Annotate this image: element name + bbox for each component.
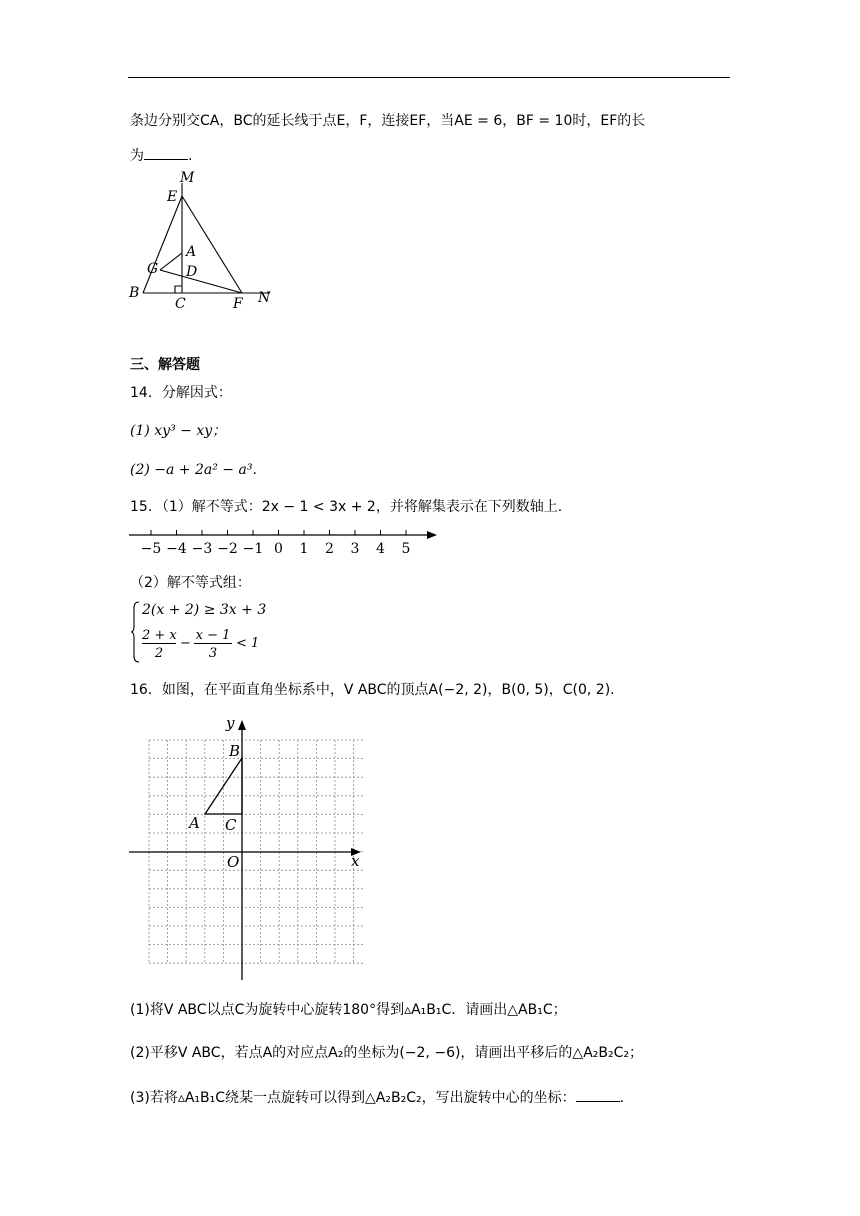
figure-q13 bbox=[125, 168, 285, 318]
number-line-label: −4 bbox=[166, 541, 187, 557]
fig13-label-c: C bbox=[175, 296, 186, 312]
fig13-line-be bbox=[143, 196, 182, 293]
fig13-label-n: N bbox=[258, 290, 271, 306]
point-c-label: C bbox=[225, 816, 237, 834]
number-line-label: 0 bbox=[274, 541, 283, 557]
q16-part3-suffix: . bbox=[619, 1090, 625, 1106]
number-line-label: 1 bbox=[299, 541, 309, 557]
number-line-label: −5 bbox=[140, 541, 162, 557]
number-line-label: 5 bbox=[401, 541, 411, 557]
origin-label: O bbox=[227, 853, 240, 871]
fig13-label-m: M bbox=[180, 170, 195, 186]
number-line-label: 2 bbox=[325, 541, 334, 557]
number-line-label: −2 bbox=[217, 541, 238, 557]
answer-blank bbox=[576, 1087, 620, 1102]
point-b-label: B bbox=[229, 742, 241, 760]
number-line-label: −3 bbox=[191, 541, 213, 557]
number-line-label: −1 bbox=[242, 541, 264, 557]
q15-stem: 15．（1）解不等式：2x − 1 < 3x + 2，并将解集表示在下列数轴上. bbox=[130, 499, 563, 515]
frac2-num: x − 1 bbox=[195, 628, 231, 643]
y-axis-arrow bbox=[238, 720, 246, 730]
q13-line2-suffix: . bbox=[188, 148, 193, 164]
inequality-1: 2(x + 2) ≥ 3x + 3 bbox=[142, 602, 267, 618]
q14-stem: 14．分解因式： bbox=[130, 385, 232, 401]
section-title: 三、解答题 bbox=[130, 357, 200, 373]
q16-part3-prefix: (3)若将▵A₁B₁C绕某一点旋转可以得到△A₂B₂C₂，写出旋转中心的坐标： bbox=[130, 1090, 576, 1106]
q13-line2 bbox=[130, 145, 192, 166]
fig13-label-f: F bbox=[233, 296, 243, 312]
q13-line1: 条边分别交CA，BC的延长线于点E，F，连接EF，当AE = 6，BF = 10时，EF的长 bbox=[130, 113, 646, 129]
fig13-label-d: D bbox=[186, 264, 198, 280]
frac2-den: 3 bbox=[208, 646, 218, 661]
q14-part1: (1) xy³ − xy； bbox=[130, 423, 227, 439]
number-line-arrow bbox=[427, 531, 437, 539]
q16-part2: (2)平移V ABC，若点A的对应点A₂的坐标为(−2, −6)，请画出平移后的△A₂B₂C₂； bbox=[130, 1045, 643, 1061]
inequality-system bbox=[130, 600, 267, 664]
fig13-label-e: E bbox=[167, 189, 178, 205]
answer-blank bbox=[144, 145, 188, 160]
point-a-label: A bbox=[189, 814, 200, 832]
frac1-num: 2 + x bbox=[142, 628, 177, 643]
y-axis-label: y bbox=[226, 714, 235, 732]
q16-part3 bbox=[130, 1087, 624, 1108]
system-brace bbox=[130, 600, 140, 664]
q16-part1: (1)将V ABC以点C为旋转中心旋转180°得到▵A₁B₁C．请画出△AB₁C； bbox=[130, 1002, 567, 1018]
frac1-den: 2 bbox=[154, 646, 164, 661]
number-line bbox=[125, 524, 445, 560]
x-axis-label: x bbox=[351, 852, 360, 870]
q13-line2-prefix: 为 bbox=[130, 148, 144, 164]
q14-part2: (2) −a + 2a² − a³. bbox=[130, 462, 257, 478]
coordinate-grid-figure bbox=[125, 712, 370, 984]
q15-part2: （2）解不等式组： bbox=[130, 575, 251, 591]
fig13-label-g: G bbox=[147, 261, 159, 277]
q16-stem: 16．如图，在平面直角坐标系中，V ABC的顶点A(−2, 2)，B(0, 5)，C(0, 2). bbox=[130, 682, 615, 698]
fig13-line-ga bbox=[160, 253, 182, 270]
minus-sign: − bbox=[180, 636, 191, 651]
fig13-right-angle bbox=[175, 286, 182, 293]
fig13-label-a: A bbox=[186, 244, 197, 260]
number-line-label: 4 bbox=[376, 541, 385, 557]
ineq2-rhs: < 1 bbox=[236, 636, 260, 651]
number-line-label: 3 bbox=[350, 541, 360, 557]
header-rule bbox=[128, 77, 730, 78]
fig13-label-b: B bbox=[129, 285, 140, 301]
